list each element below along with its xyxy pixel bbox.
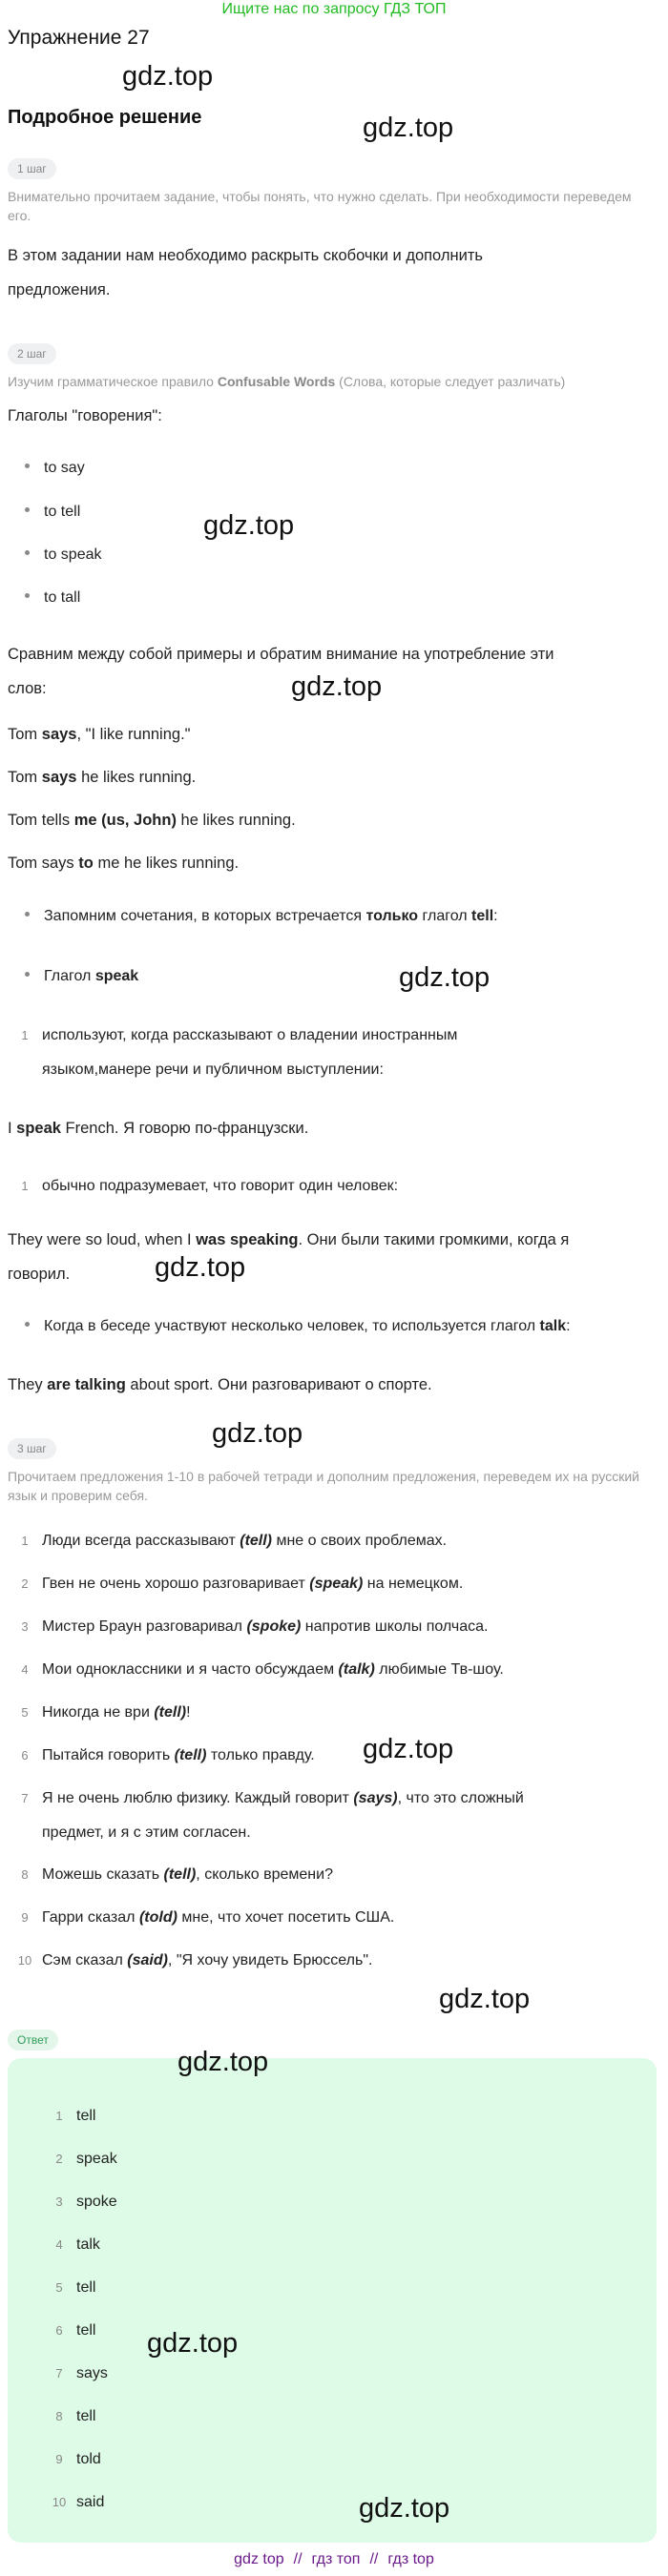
- talk-example: They are talking about sport. Они разговаривают о спорте.: [8, 1376, 432, 1393]
- answer-item: 5 tell: [55, 2279, 96, 2296]
- search-banner: Ищите нас по запросу ГДЗ ТОП: [221, 1, 447, 17]
- verbs-heading: Глаголы "говорения":: [8, 407, 162, 424]
- step-1-text: В этом задании нам необходимо раскрыть скобочки и дополнить предложения.: [8, 247, 483, 299]
- answer-item: 1 tell: [55, 2108, 96, 2124]
- speak-note-2: 1 обычно подразумевает, что говорит один человек:: [21, 1178, 399, 1194]
- answer-item: 4 talk: [55, 2236, 100, 2253]
- watermark: gdz.top: [177, 2047, 269, 2077]
- exercise-item: 7 Я не очень люблю физику. Каждый говорит (says), что это сложный предмет, и я с этим согласен.: [21, 1790, 524, 1841]
- step-1-intro: Внимательно прочитаем задание, чтобы понять, что нужно сделать. При необходимости переведем его.: [8, 189, 632, 223]
- watermark: gdz.top: [147, 2328, 239, 2359]
- answer-item: 7 says: [55, 2365, 108, 2381]
- list-item: to tall: [25, 587, 80, 608]
- example-2: Tom says he likes running.: [8, 769, 197, 786]
- watermark: gdz.top: [399, 962, 491, 993]
- step-2-intro: Изучим грамматическое правило Confusable Words (Слова, которые следует различать): [8, 374, 566, 389]
- list-item: to say: [25, 458, 85, 479]
- example-3: Tom tells me (us, John) he likes running.: [8, 812, 296, 829]
- exercise-item: 6 Пытайся говорить (tell) только правду.: [21, 1747, 315, 1763]
- bullet-tell: Запомним сочетания, в которых встречается только глагол tell:: [25, 906, 498, 927]
- footer-links: gdz top // гдз топ // гдз top: [234, 2551, 434, 2567]
- footer-link[interactable]: гдз топ: [311, 2551, 361, 2567]
- answer-pill: Ответ: [8, 2030, 58, 2050]
- exercise-item: 4 Мои одноклассники и я часто обсуждаем (talk) любимые Тв-шоу.: [21, 1661, 504, 1678]
- bullet-speak: Глагол speak: [25, 966, 138, 987]
- step-1-pill: 1 шаг: [8, 158, 56, 179]
- loud-example: They were so loud, when I was speaking. Они были такими громкими, когда я говорил.: [8, 1231, 570, 1283]
- answer-item: 9 told: [55, 2451, 101, 2467]
- example-1: Tom says, "I like running.": [8, 726, 191, 743]
- exercise-title: Упражнение 27: [8, 27, 150, 49]
- answer-item: 6 tell: [55, 2322, 96, 2339]
- step-3-pill: 3 шаг: [8, 1438, 56, 1459]
- answer-item: 8 tell: [55, 2408, 96, 2424]
- watermark: gdz.top: [155, 1252, 246, 1283]
- speak-example: I speak French. Я говорю по-французски.: [8, 1120, 309, 1137]
- solution-title: Подробное решение: [8, 107, 202, 128]
- step-3-intro: Прочитаем предложения 1-10 в рабочей тетради и дополним предложения, переведем их на русский язык и проверим себя.: [8, 1469, 639, 1503]
- watermark: gdz.top: [122, 61, 214, 92]
- answer-box: [8, 2058, 657, 2543]
- bullet-talk: Когда в беседе участвуют несколько человек, то используется глагол talk:: [25, 1316, 571, 1337]
- exercise-item: 2 Гвен не очень хорошо разговаривает (speak) на немецком.: [21, 1576, 464, 1592]
- watermark: gdz.top: [212, 1418, 303, 1449]
- exercise-item: 1 Люди всегда рассказывают (tell) мне о своих проблемах.: [21, 1533, 448, 1549]
- footer-link[interactable]: гдз top: [387, 2551, 434, 2567]
- answer-item: 3 spoke: [55, 2194, 117, 2210]
- watermark: gdz.top: [439, 1984, 531, 2014]
- watermark: gdz.top: [203, 510, 295, 541]
- example-4: Tom says to me he likes running.: [8, 855, 240, 872]
- exercise-item: 10 Сэм сказал (said), "Я хочу увидеть Брюссель".: [17, 1952, 373, 1968]
- watermark: gdz.top: [291, 671, 383, 702]
- exercise-item: 5 Никогда не ври (tell)!: [21, 1704, 191, 1721]
- answer-item: 10 said: [52, 2494, 105, 2510]
- exercise-item: 9 Гарри сказал (told) мне, что хочет посетить США.: [21, 1909, 395, 1926]
- list-item: to speak: [25, 545, 101, 566]
- exercise-item: 8 Можешь сказать (tell), сколько времени?: [21, 1866, 333, 1883]
- compare-text: Сравним между собой примеры и обратим внимание на употребление эти слов:: [8, 646, 554, 697]
- footer-link[interactable]: gdz top: [234, 2551, 284, 2567]
- watermark: gdz.top: [359, 2493, 450, 2524]
- answer-item: 2 speak: [55, 2151, 117, 2167]
- speak-note: 1 используют, когда рассказывают о владении иностранным языком,манере речи и публичном выступлении:: [21, 1027, 458, 1078]
- step-2-pill: 2 шаг: [8, 343, 56, 364]
- watermark: gdz.top: [363, 1734, 454, 1764]
- watermark: gdz.top: [363, 113, 454, 143]
- exercise-item: 3 Мистер Браун разговаривал (spoke) напротив школы полчаса.: [21, 1618, 489, 1635]
- list-item: to tell: [25, 502, 80, 523]
